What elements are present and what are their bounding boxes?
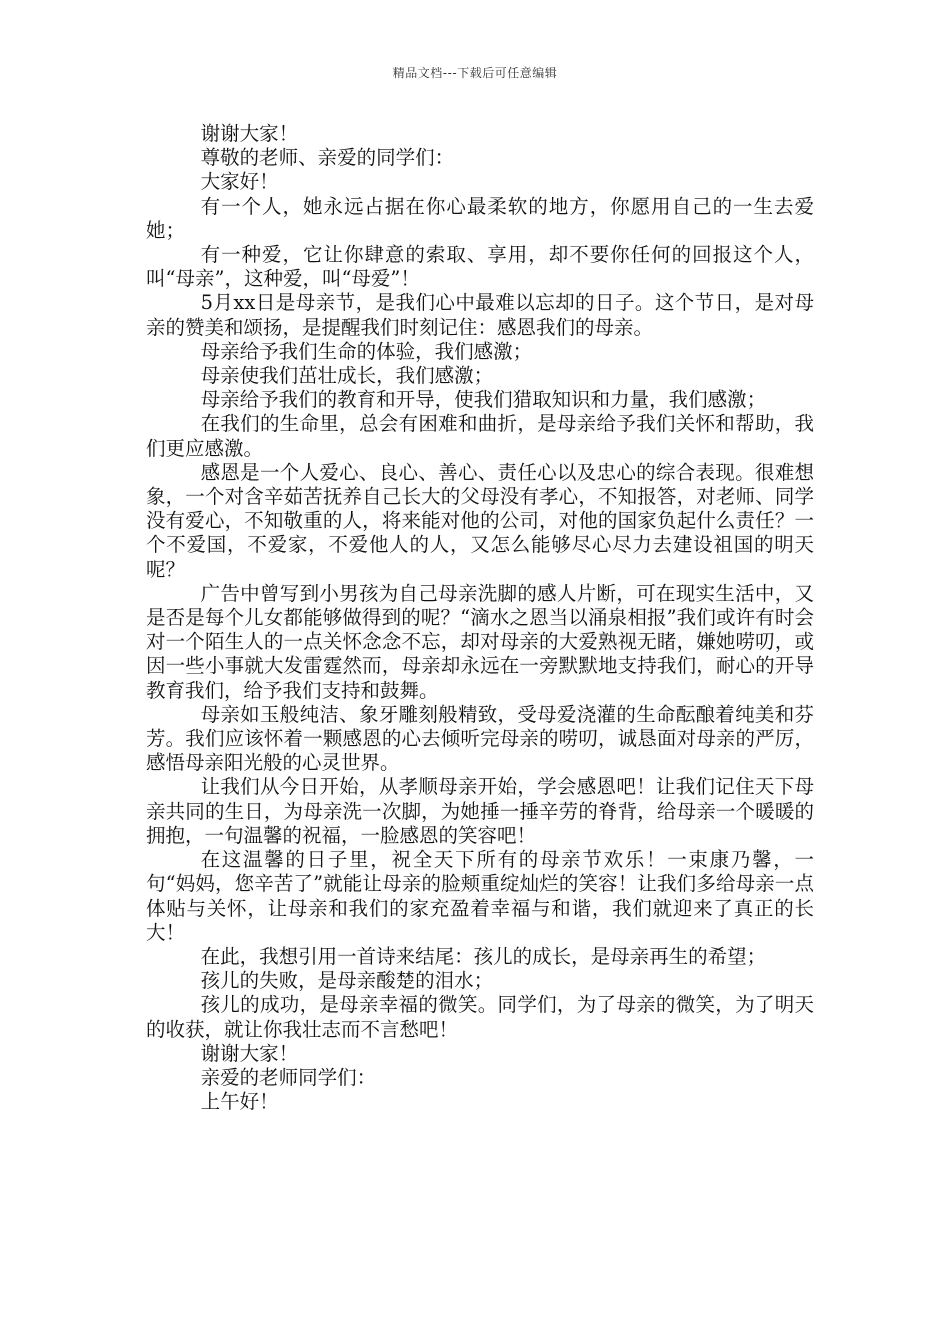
paragraph: 在这温馨的日子里，祝全天下所有的母亲节欢乐！一束康乃馨，一句“妈妈，您辛苦了”就能让母亲的脸颊重绽灿烂的笑容！让我们多给母亲一点体贴与关怀，让母亲和我们的家充盈着幸福与和谐，我们就迎来了真正的长大！: [146, 848, 814, 944]
paragraph: 在我们的生命里，总会有困难和曲折，是母亲给予我们关怀和帮助，我们更应感激。: [146, 412, 814, 460]
paragraph: 亲爱的老师同学们：: [200, 1065, 377, 1089]
page-header: 精品文档---下载后可任意编辑: [392, 66, 558, 80]
paragraph: 有一种爱，它让你肆意的索取、享用，却不要你任何的回报这个人，叫“母亲”，这种爱，叫“母爱”！: [146, 243, 814, 291]
paragraph: 感恩是一个人爱心、良心、善心、责任心以及忠心的综合表现。很难想象，一个对含辛茹苦抚养自己长大的父母没有孝心，不知报答，对老师、同学没有爱心，不知敬重的人，将来能对他的公司，对他的国家负起什么责任？一个不爱国，不爱家，不爱他人的人，又怎么能够尽心尽力去建设祖国的明天呢？: [146, 460, 814, 581]
paragraph: 上午好！: [200, 1090, 279, 1114]
paragraph: 母亲如玉般纯洁、象牙雕刻般精致，受母爱浇灌的生命酝酿着纯美和芬芳。我们应该怀着一颗感恩的心去倾听完母亲的唠叨，诚恳面对母亲的严厉，感悟母亲阳光般的心灵世界。: [146, 702, 814, 775]
paragraph: 广告中曾写到小男孩为自己母亲洗脚的感人片断，可在现实生活中，又是否是每个儿女都能够做得到的呢？“滴水之恩当以涌泉相报”我们或许有时会对一个陌生人的一点关怀念念不忘，却对母亲的大爱熟视无睹，嫌她唠叨，或因一些小事就大发雷霆然而，母亲却永远在一旁默默地支持我们，耐心的开导教育我们，给予我们支持和鼓舞。: [146, 581, 814, 702]
paragraph: 谢谢大家！: [200, 1041, 299, 1065]
paragraph: 大家好！: [200, 170, 279, 194]
paragraph: 孩儿的成功，是母亲幸福的微笑。同学们，为了母亲的微笑，为了明天的收获，就让你我壮志而不言愁吧！: [146, 993, 814, 1041]
paragraph: 母亲给予我们生命的体验，我们感激；: [200, 339, 533, 363]
paragraph: 母亲使我们茁壮成长，我们感激；: [200, 364, 494, 388]
paragraph: 在此，我想引用一首诗来结尾：孩儿的成长，是母亲再生的希望；: [200, 944, 767, 968]
paragraph: 5月xx日是母亲节，是我们心中最难以忘却的日子。这个节日，是对母亲的赞美和颂扬，是提醒我们时刻记住：感恩我们的母亲。: [146, 291, 814, 339]
document-body: [146, 122, 814, 1114]
paragraph: 让我们从今日开始，从孝顺母亲开始，学会感恩吧！让我们记住天下母亲共同的生日，为母亲洗一次脚，为她捶一捶辛劳的脊背，给母亲一个暖暖的拥抱，一句温馨的祝福，一脸感恩的笑容吧！: [146, 775, 814, 847]
paragraph: 尊敬的老师、亲爱的同学们：: [200, 146, 455, 170]
paragraph: 孩儿的失败，是母亲酸楚的泪水；: [200, 969, 494, 993]
paragraph: 母亲给予我们的教育和开导，使我们猎取知识和力量，我们感激；: [200, 388, 767, 412]
paragraph: 谢谢大家！: [200, 122, 299, 145]
paragraph: 有一个人，她永远占据在你心最柔软的地方，你愿用自己的一生去爱她；: [146, 194, 814, 242]
